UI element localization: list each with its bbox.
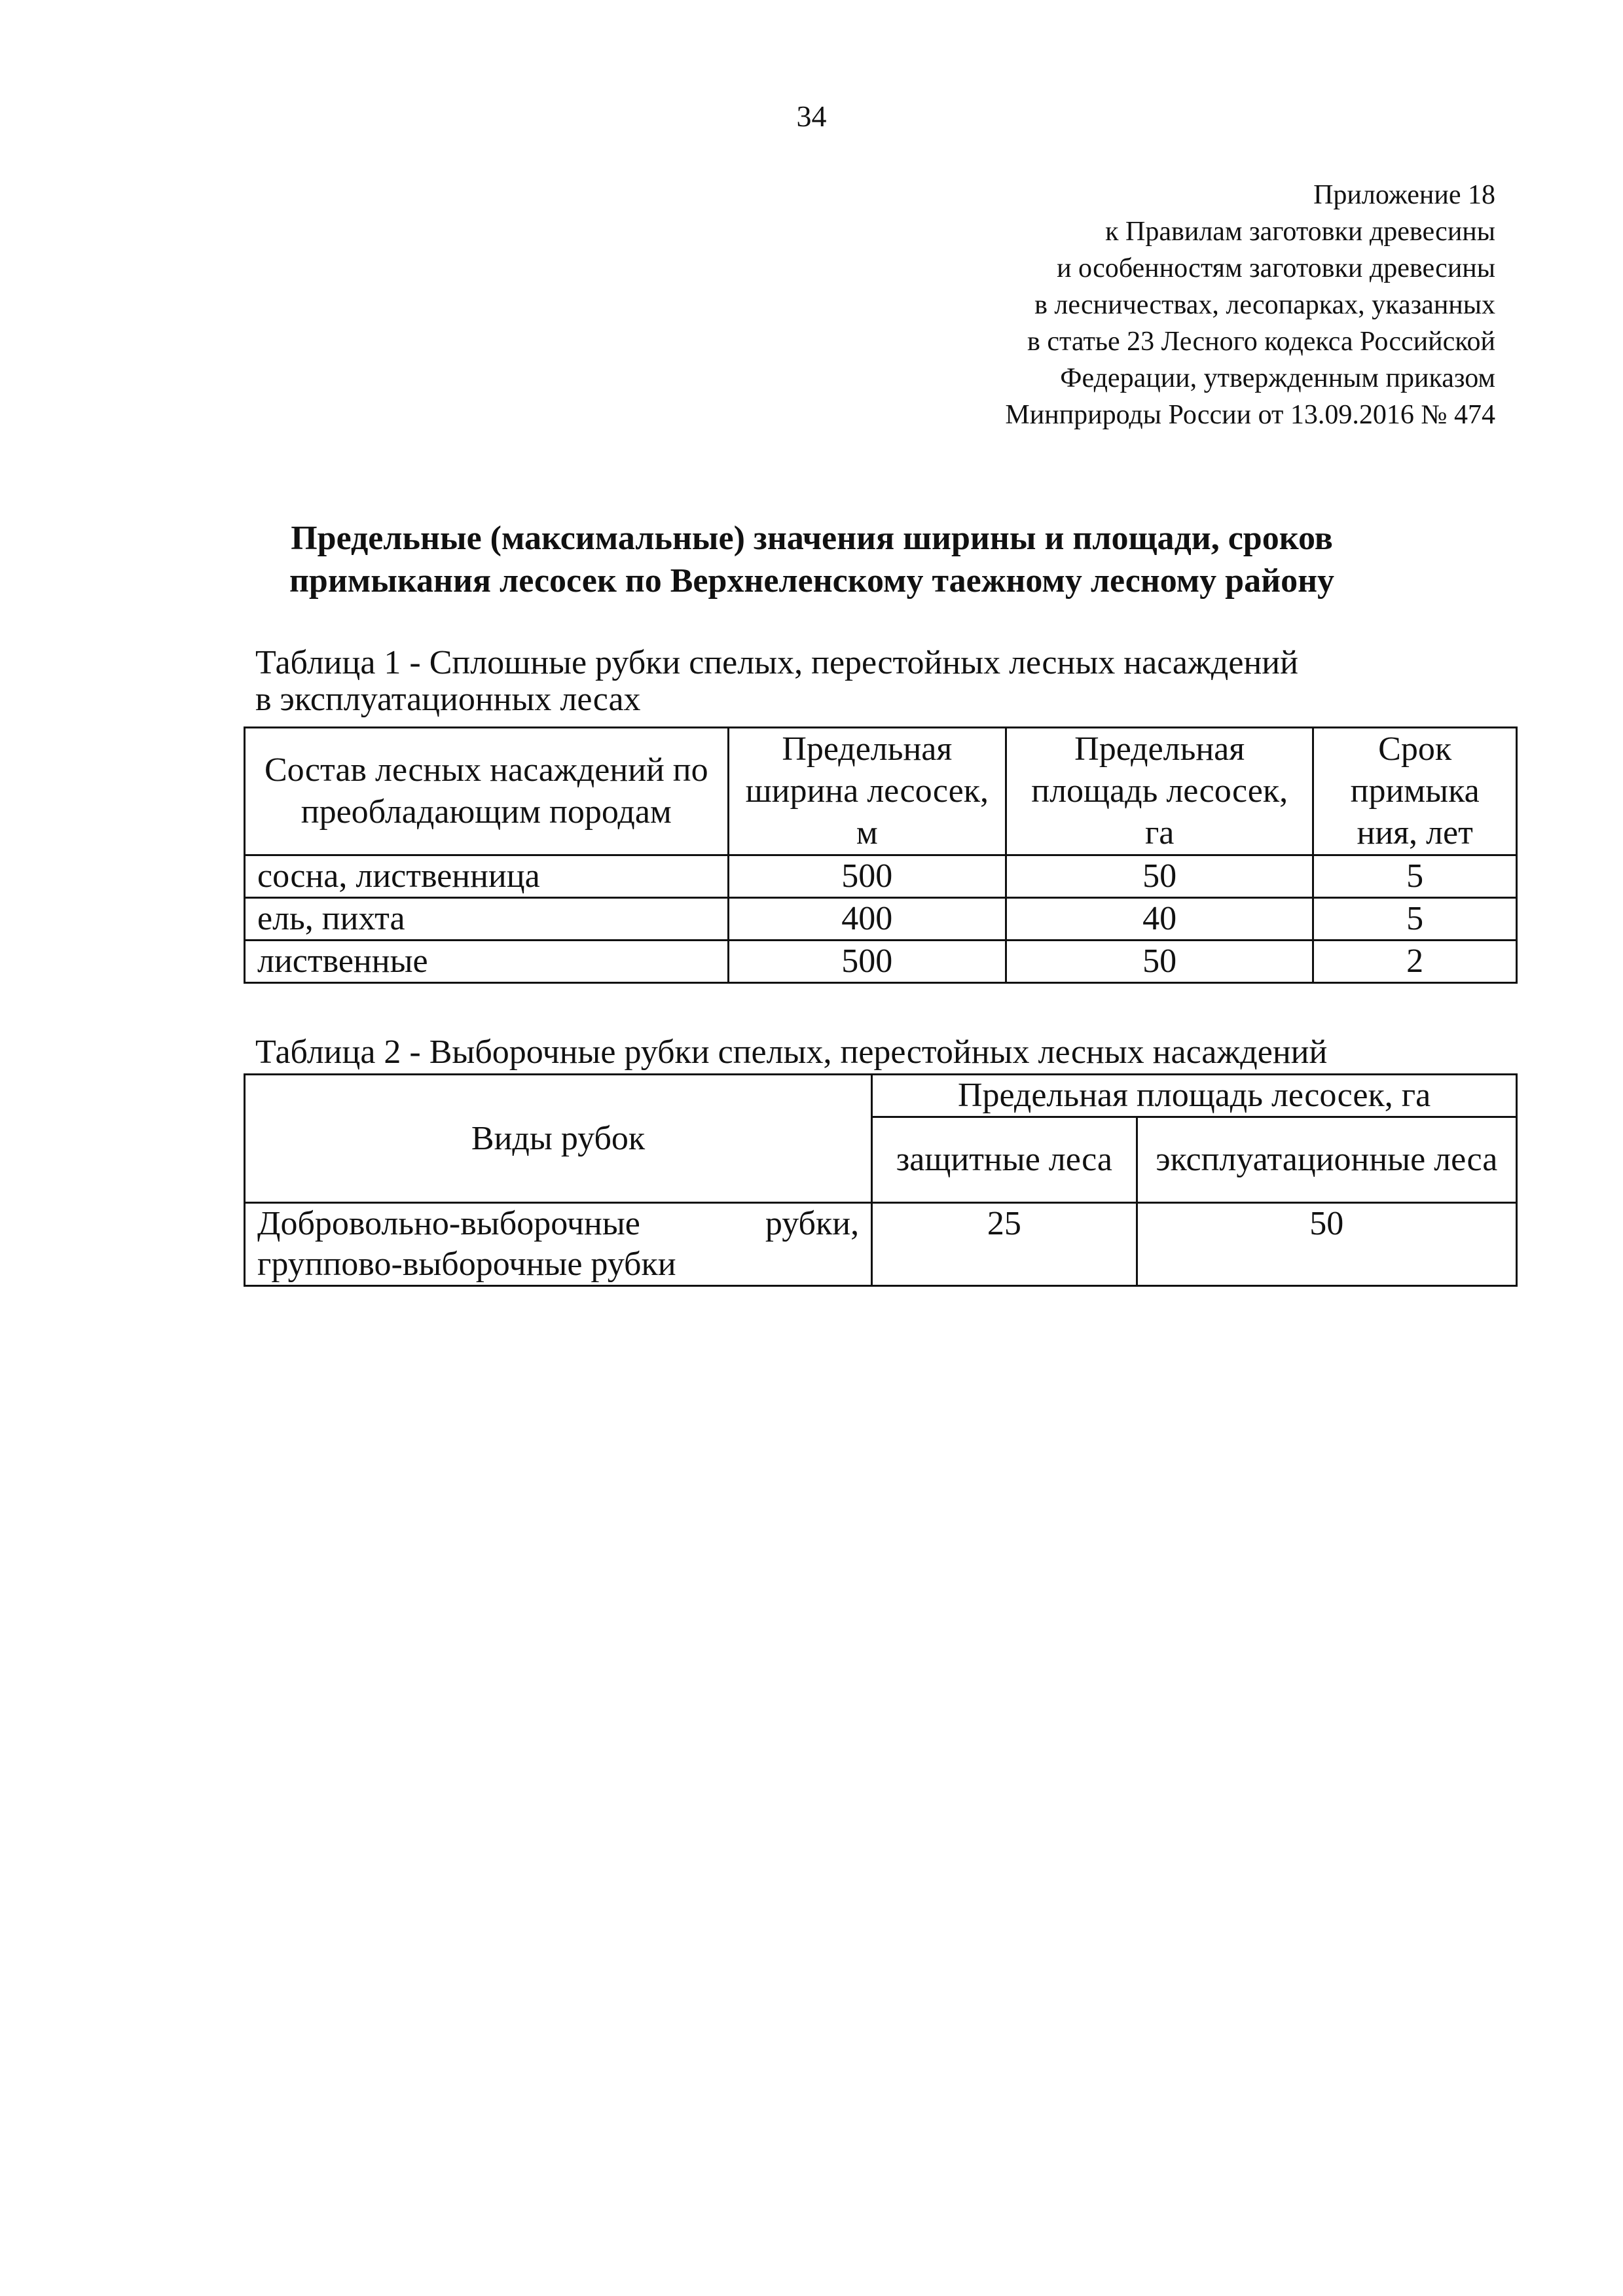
appendix-line: Федерации, утвержденным приказом [1060,363,1495,393]
table-row [245,1203,1517,1286]
cell-text: рубки, [765,1205,860,1242]
table-row [245,898,1517,941]
table-cell: 50 [1137,1203,1516,1286]
table1-header-cell: Предельная площадь лесосек, га [1006,728,1313,855]
appendix-line: и особенностям заготовки древесины [1057,253,1495,283]
document-title-line: Предельные (максимальные) значения ширины и площади, сроков [291,520,1333,557]
table-cell: сосна, лиственница [245,855,729,898]
table-cell [245,1203,872,1286]
table-cell: 500 [728,855,1006,898]
table2-header-exploitation: эксплуатационные леса [1137,1117,1516,1203]
table-cell: лиственные [245,941,729,983]
table1 [244,726,1518,984]
table2 [244,1073,1518,1287]
document-title [196,517,1427,602]
cell-line [257,1204,859,1244]
cell-text: Добровольно-выборочные [257,1205,640,1242]
table-cell: 5 [1313,898,1517,941]
table-cell: 50 [1006,941,1313,983]
page-number: 34 [796,99,827,133]
appendix-line: к Правилам заготовки древесины [1105,217,1495,247]
table-row [245,941,1517,983]
table-cell: 5 [1313,855,1517,898]
table-cell: 25 [872,1203,1137,1286]
table-cell: 40 [1006,898,1313,941]
appendix-line: в лесничествах, лесопарках, указанных [1034,290,1495,320]
cell-line: группово-выборочные рубки [257,1246,676,1283]
table-cell: ель, пихта [245,898,729,941]
table1-caption-line: в эксплуатационных лесах [255,681,641,718]
table1-caption-line: Таблица 1 - Сплошные рубки спелых, перестойных лесных насаждений [255,644,1298,681]
table2-header-row [245,1075,1517,1117]
table-cell: 400 [728,898,1006,941]
document-title-line: примыкания лесосек по Верхнеленскому таежному лесному району [289,562,1335,600]
table-cell: 2 [1313,941,1517,983]
table-row [245,855,1517,898]
table2-caption: Таблица 2 - Выборочные рубки спелых, перестойных лесных насаждений [255,1033,1328,1071]
table1-caption [255,645,1499,718]
table1-header-row [245,728,1517,855]
table-cell: 500 [728,941,1006,983]
table-cell: 50 [1006,855,1313,898]
table2-header-kind: Виды рубок [245,1075,872,1203]
table1-header-cell: Состав лесных насаждений по преобладающим породам [245,728,729,855]
appendix-line: Приложение 18 [1313,180,1495,210]
table2-header-protective: защитные леса [872,1117,1137,1203]
appendix-line: Минприроды России от 13.09.2016 № 474 [1005,400,1495,430]
appendix-note [644,177,1495,433]
table2-header-area: Предельная площадь лесосек, га [872,1075,1517,1117]
table1-header-cell: Срок примыка ния, лет [1313,728,1517,855]
table1-header-cell: Предельная ширина лесосек, м [728,728,1006,855]
appendix-line: в статье 23 Лесного кодекса Российской [1027,327,1495,357]
